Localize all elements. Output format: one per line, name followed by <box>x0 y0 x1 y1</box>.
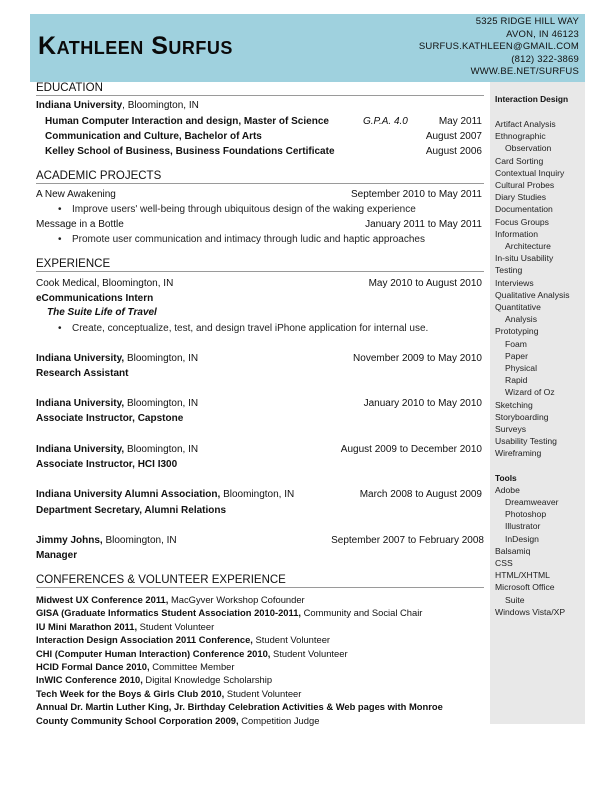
name-last-rest: URFUS <box>168 38 233 58</box>
conference-name: CHI (Computer Human Interaction) Conference 2010, <box>36 647 271 659</box>
job-org: Indiana University, Bloomington, IN <box>36 398 199 409</box>
conference-role: Student Volunteer <box>137 620 215 632</box>
name-first-rest: ATHLEEN <box>56 38 144 58</box>
skill-item: Adobe <box>495 484 520 495</box>
degree-title: Communication and Culture, Bachelor of Arts <box>45 131 262 142</box>
conference-item <box>36 621 214 632</box>
job-org: Indiana University Alumni Association, Bloomington, IN <box>36 489 295 500</box>
name-last-initial: S <box>151 32 169 60</box>
project-bullet: • Improve users' well-being through ubiquitous design of the waking experience <box>72 204 416 215</box>
job-role: Associate Instructor, Capstone <box>36 413 184 424</box>
conference-item <box>36 715 319 726</box>
job-role: Associate Instructor, HCI I300 <box>36 459 178 470</box>
conference-role: MacGyver Workshop Cofounder <box>168 594 305 605</box>
contact-website[interactable]: WWW.BE.NET/SURFUS <box>470 66 579 78</box>
job-date: September 2007 to February 2008 <box>331 535 484 546</box>
conference-role: Community and Social Chair <box>301 607 423 619</box>
degree-date: August 2007 <box>425 131 482 142</box>
skill-item: Wizard of Oz <box>505 387 555 398</box>
skill-item: Sketching <box>495 399 533 410</box>
skill-item: Quantitative <box>495 302 541 312</box>
project-title: A New Awakening <box>36 189 116 200</box>
skill-item: Analysis <box>505 314 537 325</box>
skill-item: Interviews <box>495 277 534 288</box>
project-date: January 2011 to May 2011 <box>365 219 482 230</box>
skill-item: HTML/XHTML <box>495 570 550 581</box>
education-heading: EDUCATION <box>36 82 484 96</box>
skill-item: Wireframing <box>495 448 542 459</box>
contact-address: 5325 RIDGE HILL WAY <box>475 16 579 27</box>
skill-item: Qualitative Analysis <box>495 289 570 300</box>
skill-item: Usability Testing <box>495 436 557 447</box>
education-school: Indiana University, Bloomington, IN <box>36 100 199 111</box>
conference-item <box>36 674 272 685</box>
skill-item: Ethnographic <box>495 131 546 142</box>
skill-item: Card Sorting <box>495 155 544 166</box>
skill-item: Storyboarding <box>495 411 549 422</box>
job-org: Indiana University, Bloomington, IN <box>36 444 199 455</box>
skills-sidebar <box>490 82 585 724</box>
skill-item: Documentation <box>495 204 553 215</box>
job-date: March 2008 to August 2009 <box>359 489 482 500</box>
project-date: September 2010 to May 2011 <box>350 189 482 200</box>
job-role: Manager <box>36 550 78 561</box>
skill-item: Suite <box>505 594 525 605</box>
skill-item: Observation <box>505 143 552 154</box>
skill-item: Focus Groups <box>495 216 549 227</box>
conference-role: Competition Judge <box>238 714 320 726</box>
skill-item: Rapid <box>505 375 528 386</box>
conference-item <box>36 661 235 672</box>
conference-name: County Community School Corporation 2009, <box>36 714 239 726</box>
contact-email[interactable]: SURFUS.KATHLEEN@GMAIL.COM <box>418 41 579 53</box>
job-date: May 2010 to August 2010 <box>368 278 482 289</box>
job-date: August 2009 to December 2010 <box>340 444 482 455</box>
degree-date: May 2011 <box>438 116 482 127</box>
conference-item <box>36 648 348 659</box>
job-org: Cook Medical, Bloomington, IN <box>36 278 174 289</box>
skill-item: Architecture <box>505 241 551 251</box>
name-first-initial: K <box>38 32 57 60</box>
skill-item: Artifact Analysis <box>495 119 556 129</box>
skill-item: Illustrator <box>505 521 541 532</box>
projects-heading: ACADEMIC PROJECTS <box>36 170 484 184</box>
conference-name: IU Mini Marathon 2011, <box>36 620 138 632</box>
project-title: Message in a Bottle <box>36 219 124 230</box>
conference-item <box>36 594 305 605</box>
skill-item: Physical <box>505 363 537 373</box>
skill-item: Dreamweaver <box>505 497 559 507</box>
skill-item: Surveys <box>495 424 527 434</box>
conference-name: Tech Week for the Boys & Girls Club 2010, <box>36 687 225 699</box>
skill-item: Paper <box>505 350 528 361</box>
project-bullet: • Promote user communication and intimacy through ludic and haptic approaches <box>72 234 425 245</box>
job-org: Indiana University, Bloomington, IN <box>36 353 199 364</box>
conference-role: Student Volunteer <box>270 647 348 659</box>
skill-item: CSS <box>495 558 513 568</box>
conference-item <box>36 607 422 618</box>
conference-item <box>36 634 330 645</box>
header-banner <box>30 14 585 82</box>
conference-role: Student Volunteer <box>252 634 331 646</box>
experience-heading: EXPERIENCE <box>36 258 484 272</box>
skill-item: Contextual Inquiry <box>495 167 565 178</box>
contact-phone: (812) 322-3869 <box>511 53 579 65</box>
conference-role: Committee Member <box>149 661 235 672</box>
degree-title: Kelley School of Business, Business Foundations Certificate <box>45 146 335 157</box>
conference-item <box>36 688 301 699</box>
conference-name: InWIC Conference 2010, <box>36 674 143 686</box>
conference-name: GISA (Graduate Informatics Student Association 2010-2011, <box>36 607 302 619</box>
skill-item: Prototyping <box>495 326 539 337</box>
job-date: January 2010 to May 2010 <box>363 398 482 409</box>
skills-title-interaction-design: Interaction Design <box>495 94 569 104</box>
skill-item: Photoshop <box>505 509 547 520</box>
conference-name: HCID Formal Dance 2010, <box>36 661 150 672</box>
skill-item: Foam <box>505 338 527 349</box>
conference-name: Interaction Design Association 2011 Conference, <box>36 634 253 646</box>
conference-name: Midwest UX Conference 2011, <box>36 594 169 605</box>
conferences-heading: CONFERENCES & VOLUNTEER EXPERIENCE <box>36 574 484 588</box>
skill-item: Diary Studies <box>495 192 547 203</box>
job-role: eCommunications Intern <box>36 293 154 304</box>
conference-role: Student Volunteer <box>224 687 302 699</box>
job-role: Research Assistant <box>36 368 129 379</box>
skill-item: Microsoft Office <box>495 582 555 593</box>
conference-role: Digital Knowledge Scholarship <box>142 674 273 686</box>
applicant-name <box>38 32 233 61</box>
skill-item: InDesign <box>505 533 539 544</box>
skills-title-tools: Tools <box>495 472 517 483</box>
skill-item: Testing <box>495 265 523 276</box>
degree-date: August 2006 <box>425 146 482 157</box>
skill-item: Cultural Probes <box>495 180 555 190</box>
degree-gpa: G.P.A. 4.0 <box>363 116 408 127</box>
skill-item: In-situ Usability <box>495 253 554 264</box>
conference-item <box>36 701 443 712</box>
conference-name: Annual Dr. Martin Luther King, Jr. Birthday Celebration Activities & Web pages with Monroe <box>36 701 443 713</box>
job-role: Department Secretary, Alumni Relations <box>36 505 227 516</box>
contact-city: AVON, IN 46123 <box>506 28 579 40</box>
job-org: Jimmy Johns, Bloomington, IN <box>36 535 177 546</box>
contact-block <box>419 16 579 79</box>
job-date: November 2009 to May 2010 <box>353 353 482 364</box>
degree-title: Human Computer Interaction and design, Master of Science <box>45 116 329 127</box>
job-bullet: • Create, conceptualize, test, and design travel iPhone application for internal use. <box>72 323 428 334</box>
job-project: The Suite Life of Travel <box>47 307 157 318</box>
skill-item: Windows Vista/XP <box>495 606 566 617</box>
skill-item: Balsamiq <box>495 545 531 556</box>
skill-item: Information <box>495 228 538 239</box>
